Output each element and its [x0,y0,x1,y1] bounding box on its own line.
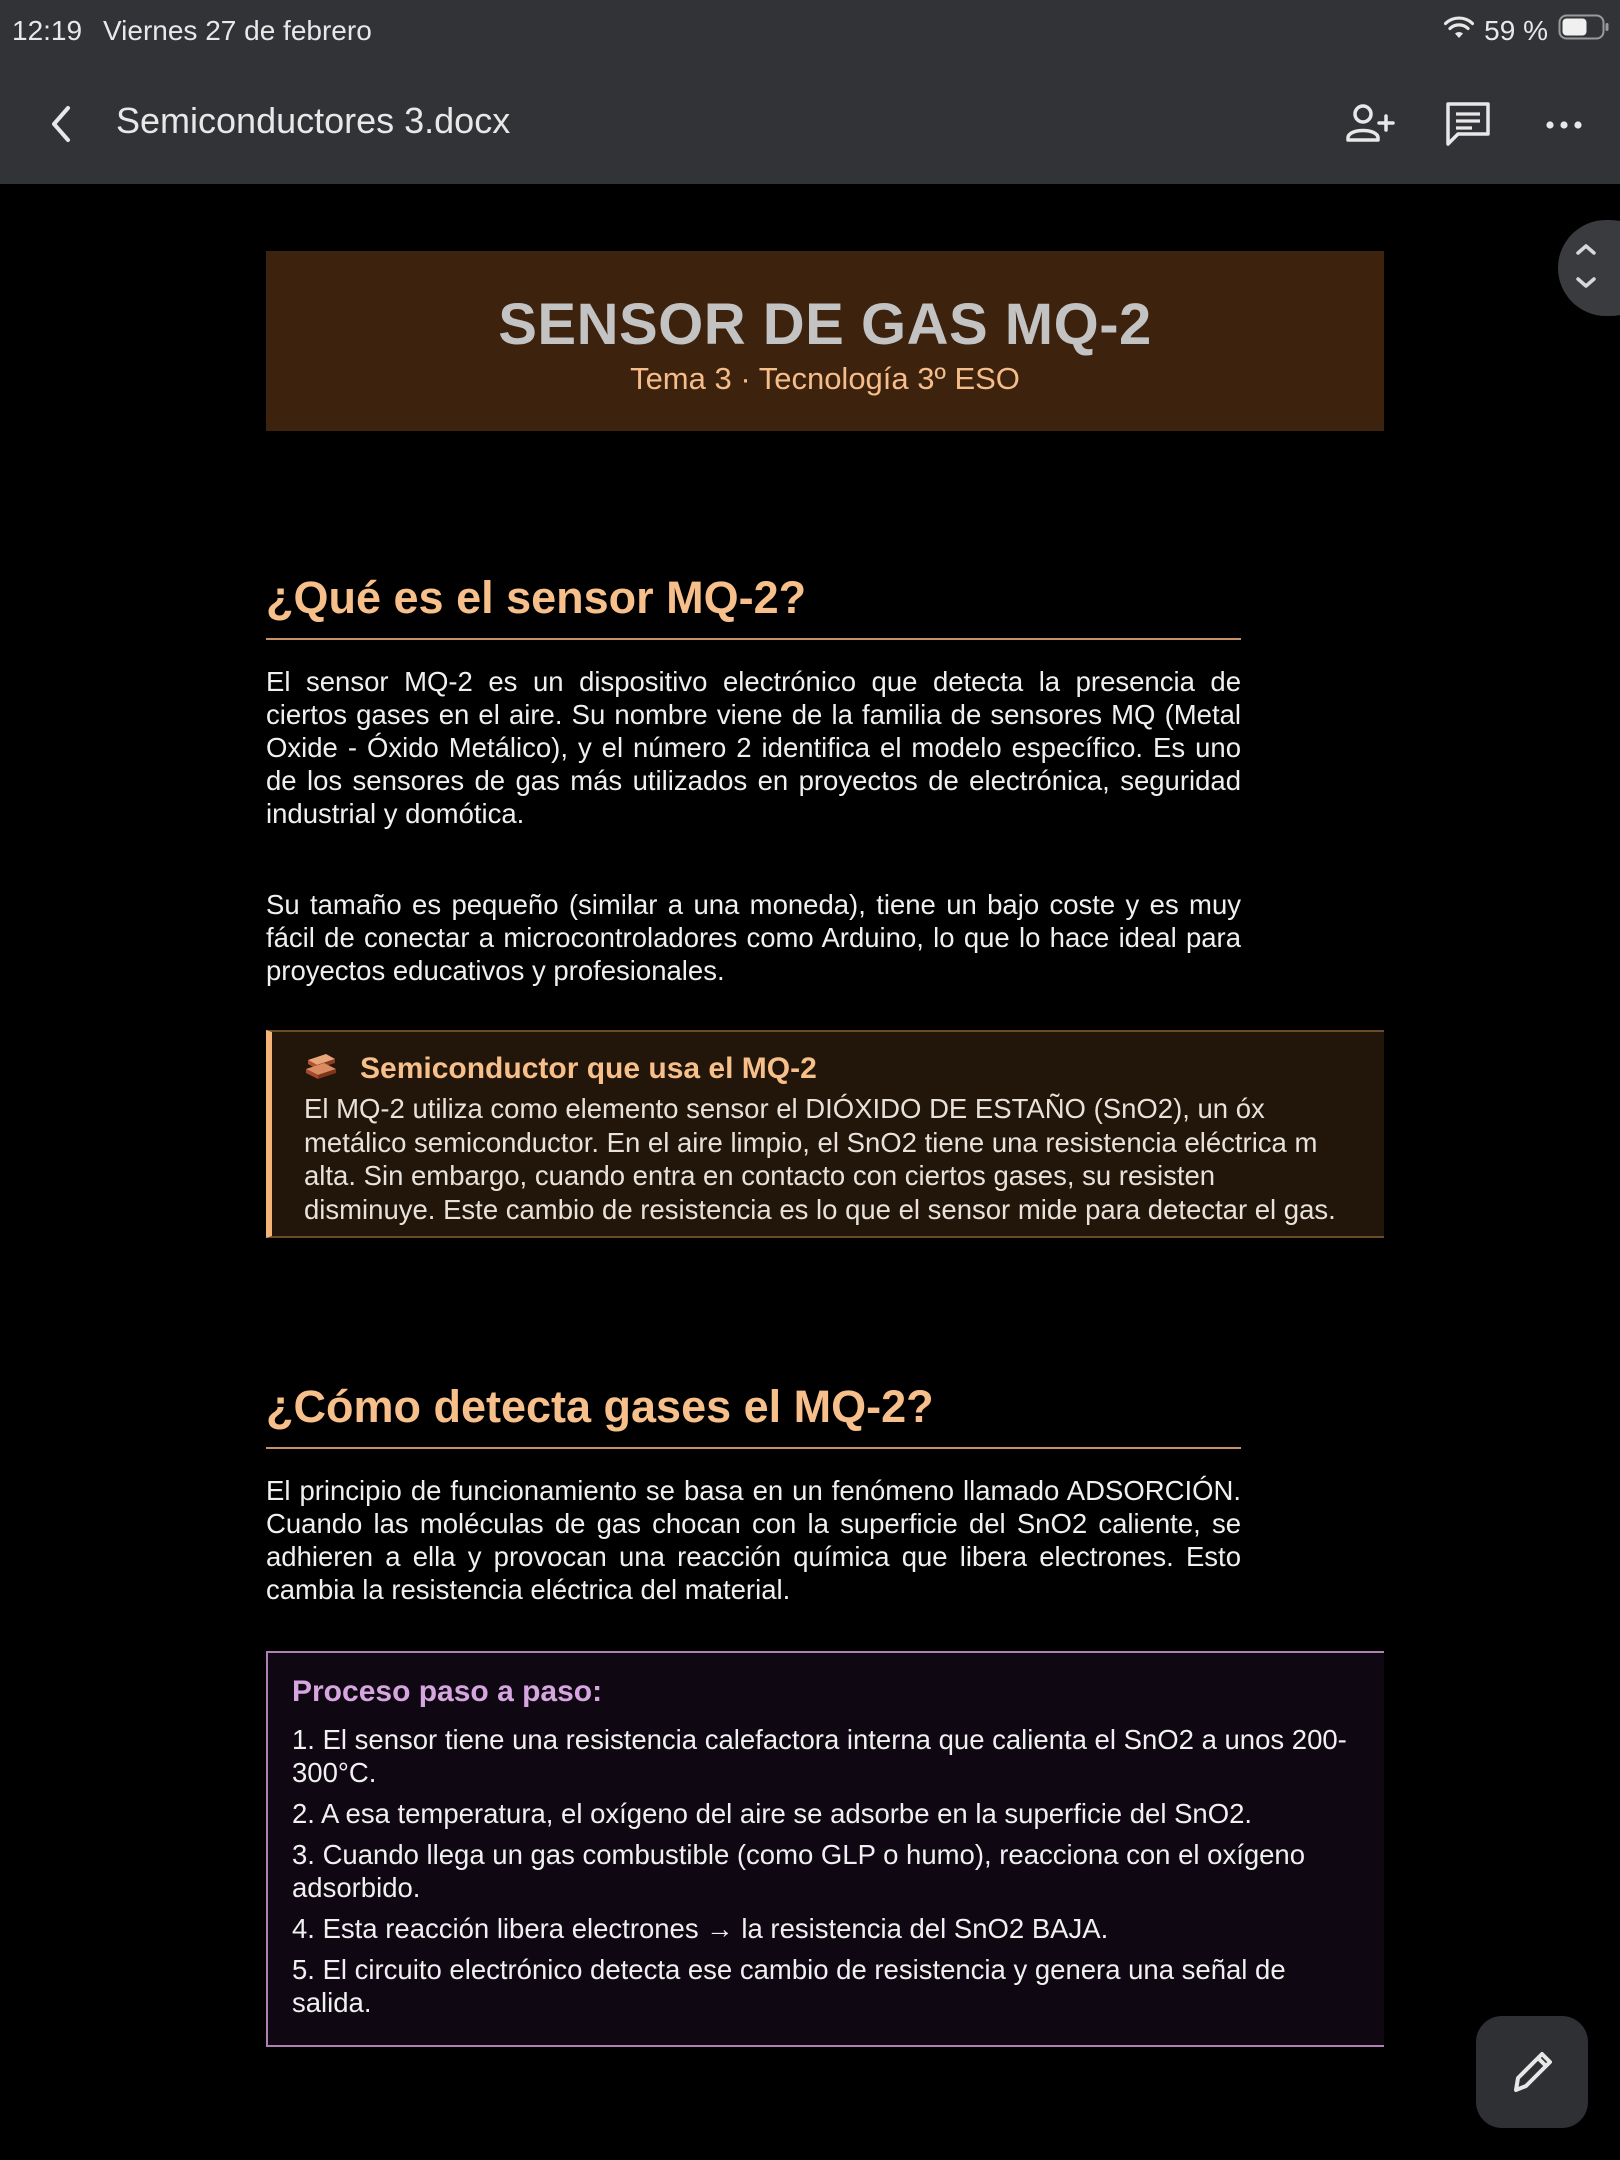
callout-line: alta. Sin embargo, cuando entra en contacto con ciertos gases, su resisten [304,1160,1216,1191]
process-step: 5. El circuito electrónico detecta ese cambio de resistencia y genera una señal de salida. [292,1954,1286,2018]
battery-percent: 59 % [1484,14,1548,46]
callout-line: El MQ-2 utiliza como elemento sensor el DIÓXIDO DE ESTAÑO (SnO2), un óx [304,1093,1265,1124]
add-person-icon [1340,94,1400,154]
pencil-icon [1476,2016,1588,2128]
document-subtitle: Tema 3 · Tecnología 3º ESO [630,361,1020,396]
app-bar [0,62,1620,184]
process-steps [292,1723,1362,2027]
process-step: 1. El sensor tiene una resistencia calefactora interna que calienta el SnO2 a unos 200-300°C. [292,1724,1347,1788]
callout-line: disminuye. Este cambio de resistencia es lo que el sensor mide para detectar el gas. [304,1193,1336,1225]
back-arrow-icon [36,98,88,150]
semiconductor-callout [266,1030,1384,1238]
paragraph-intro: El sensor MQ-2 es un dispositivo electrónico que detecta la presencia de ciertos gases en el aire. Su nombre viene de la familia de sensores MQ (Metal Oxide - Óxido Metálico), y el número 2 identifica el modelo específico. Es uno de los sensores de gas más utilizados en proyectos de electrónica, seguridad industrial y domótica. [266,666,1241,829]
process-step: 3. Cuando llega un gas combustible (como GLP o humo), reacciona con el oxígeno adsorbido. [292,1839,1306,1903]
share-button[interactable] [1340,94,1400,154]
more-options-button[interactable] [1534,94,1594,154]
status-date: Viernes 27 de febrero [103,15,372,46]
section-heading-what-is: ¿Qué es el sensor MQ-2? [266,572,1241,640]
document-canvas [0,184,1620,2160]
process-box [266,1651,1384,2047]
status-bar [0,0,1620,62]
callout-title: Semiconductor que usa el MQ-2 [360,1052,817,1085]
process-step: 2. A esa temperatura, el oxígeno del aire se adsorbe en la superficie del SnO2. [292,1798,1253,1829]
callout-header [304,1050,817,1088]
status-indicators [1444,14,1610,47]
scroll-up-down-icon [1558,220,1618,316]
section-heading-how-detects: ¿Cómo detecta gases el MQ-2? [266,1381,1241,1449]
document-heading: SENSOR DE GAS MQ-2 [498,292,1152,357]
more-options-icon [1534,94,1594,154]
title-banner [266,251,1384,431]
battery-icon [1558,14,1610,47]
scroll-handle[interactable] [1558,220,1620,316]
brick-icon [304,1050,338,1088]
edit-button[interactable] [1476,2016,1588,2128]
process-title: Proceso paso a paso: [292,1675,603,1708]
wifi-icon [1444,15,1474,47]
paragraph-size: Su tamaño es pequeño (similar a una moneda), tiene un bajo coste y es muy fácil de conectar a microcontroladores como Arduino, lo que lo hace ideal para proyectos educativos y profesionales. [266,889,1241,986]
back-button[interactable] [36,98,88,150]
callout-line: metálico semiconductor. En el aire limpio, el SnO2 tiene una resistencia eléctrica m [304,1126,1318,1158]
comments-button[interactable] [1438,94,1498,154]
callout-body [304,1092,1384,1226]
comments-icon [1438,94,1498,154]
status-time: 12:19 [12,15,83,46]
process-step: 4. Esta reacción libera electrones → la resistencia del SnO2 BAJA. [292,1913,1109,1944]
paragraph-principle: El principio de funcionamiento se basa en un fenómeno llamado ADSORCIÓN. Cuando las moléculas de gas chocan con la superficie del SnO2 caliente, se adhieren a ella y provocan una reacción química que libera electrones. Esto cambia la resistencia eléctrica del material. [266,1475,1241,1605]
document-title: Semiconductores 3.docx [116,100,511,141]
